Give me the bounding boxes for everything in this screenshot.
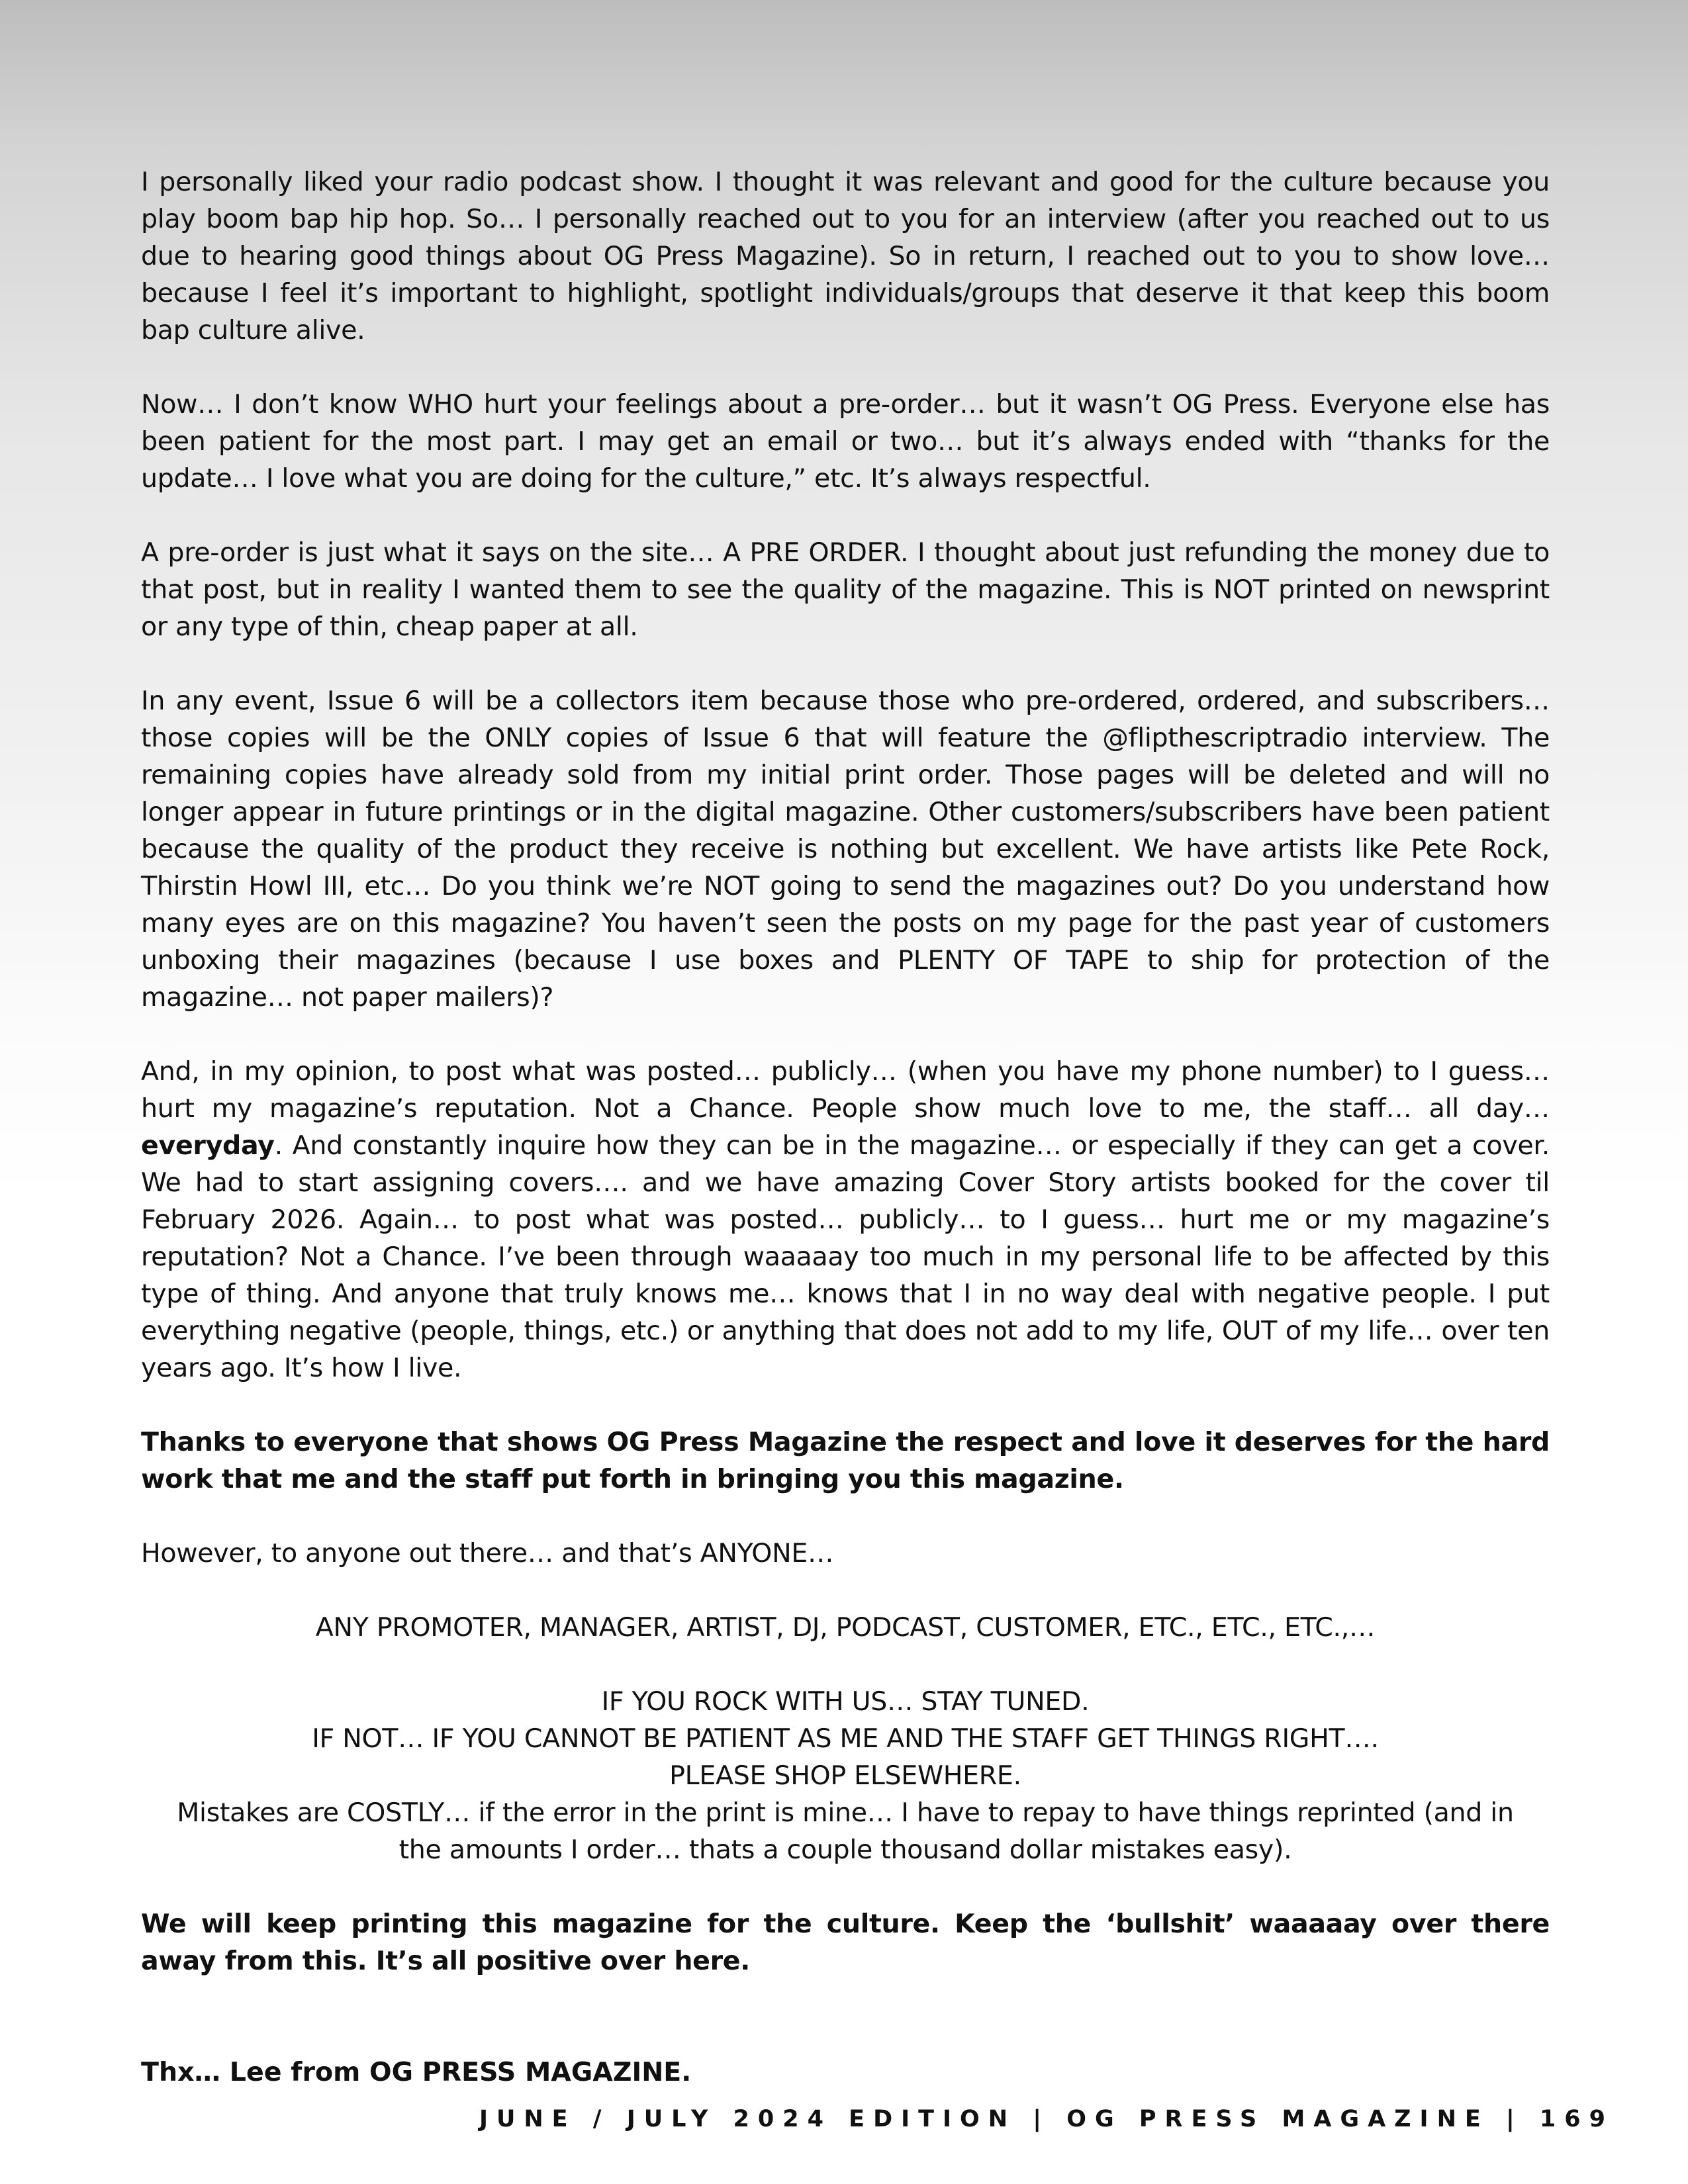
centered-audience-line [141,1609,1550,1646]
centered-line-if-not: IF NOT… IF YOU CANNOT BE PATIENT AS ME AND THE STAFF GET THINGS RIGHT…. [312,1723,1379,1754]
centered-line-shop-elsewhere: PLEASE SHOP ELSEWHERE. [669,1760,1021,1791]
signoff: Thx… Lee from OG PRESS MAGAZINE. [141,2057,692,2087]
paragraph-intro: I personally liked your radio podcast show. I thought it was relevant and good for the culture because you play boom bap hip hop. So… I personally reached out to you for an interview (after you reached out to us due to hearing good things about OG Press Magazine). So in return, I reached out to you to show love… because I feel it’s important to highlight, spotlight individuals/groups that deserve it that keep this boom bap culture alive. [141,167,1550,345]
paragraph-preorder-explained: A pre-order is just what it says on the site… A PRE ORDER. I thought about just refunding the money due to that post, but in reality I wanted them to see the quality of the magazine. This is NOT printed on newsprint or any type of thin, cheap paper at all. [141,537,1550,642]
centered-line-audience: ANY PROMOTER, MANAGER, ARTIST, DJ, PODCAST, CUSTOMER, ETC., ETC., ETC.,… [315,1612,1376,1643]
centered-line-mistakes: Mistakes are COSTLY… if the error in the print is mine… I have to repay to have things reprinted (and in the amounts I order… thats a couple thousand dollar mistakes easy). [177,1797,1514,1865]
emphasis-everyday: everyday [141,1130,275,1161]
paragraph-reputation-part-2: . And constantly inquire how they can be in the magazine… or especially if they can get a cover. We had to start assigning covers…. and we have amazing Cover Story artists booked for the cover til February 2026. Again… to post what was posted… publicly… to I guess… hurt me or my magazine’s reputation? Not a Chance. I’ve been through waaaaay too much in my personal life to be affected by this type of thing. And anyone that truly knows me… knows that I in no way deal with negative people. I put everything negative (people, things, etc.) or anything that does not add to my life, OUT of my life… over ten years ago. It’s how I live. [141,1130,1550,1383]
centered-line-stay-tuned: IF YOU ROCK WITH US… STAY TUNED. [601,1686,1090,1717]
paragraph-issue-6: In any event, Issue 6 will be a collectors item because those who pre-ordered, ordered, and subscribers… those copies will be the ONLY copies of Issue 6 that will feature the @flipthescriptradio interview. The remaining copies have already sold from my initial print order. Those pages will be deleted and will no longer appear in future printings or in the digital magazine. Other customers/subscribers have been patient because the quality of the product they receive is nothing but excellent. We have artists like Pete Rock, Thirstin Howl III, etc… Do you think we’re NOT going to send the magazines out? Do you understand how many eyes are on this magazine? You haven’t seen the posts on my page for the past year of customers unboxing their magazines (because I use boxes and PLENTY OF TAPE to ship for protection of the magazine… not paper mailers)? [141,686,1550,1013]
paragraph-anyone: However, to anyone out there… and that’s ANYONE… [141,1538,834,1569]
article-body [141,163,1550,2091]
closing-statement: We will keep printing this magazine for the culture. Keep the ‘bullshit’ waaaaay over there away from this. It’s all positive over here. [141,1909,1550,1976]
centered-notice-block [141,1683,1550,1868]
paragraph-preorder-feelings: Now… I don’t know WHO hurt your feelings about a pre-order… but it wasn’t OG Press. Everyone else has been patient for the most part. I may get an email or two… but it’s always ended with “thanks for the update… I love what you are doing for the culture,” etc. It’s always respectful. [141,389,1550,494]
paragraph-thanks: Thanks to everyone that shows OG Press Magazine the respect and love it deserves for the hard work that me and the staff put forth in bringing you this magazine. [141,1427,1550,1494]
paragraph-reputation-part-1: And, in my opinion, to post what was posted… publicly… (when you have my phone number) to I guess… hurt my magazine’s reputation. Not a Chance. People show much love to me, the staff… all day… [141,1056,1550,1124]
paragraph-reputation [141,1053,1550,1387]
page-footer: JUNE / JULY 2024 EDITION | OG PRESS MAGAZINE | 169 [479,2106,1614,2132]
